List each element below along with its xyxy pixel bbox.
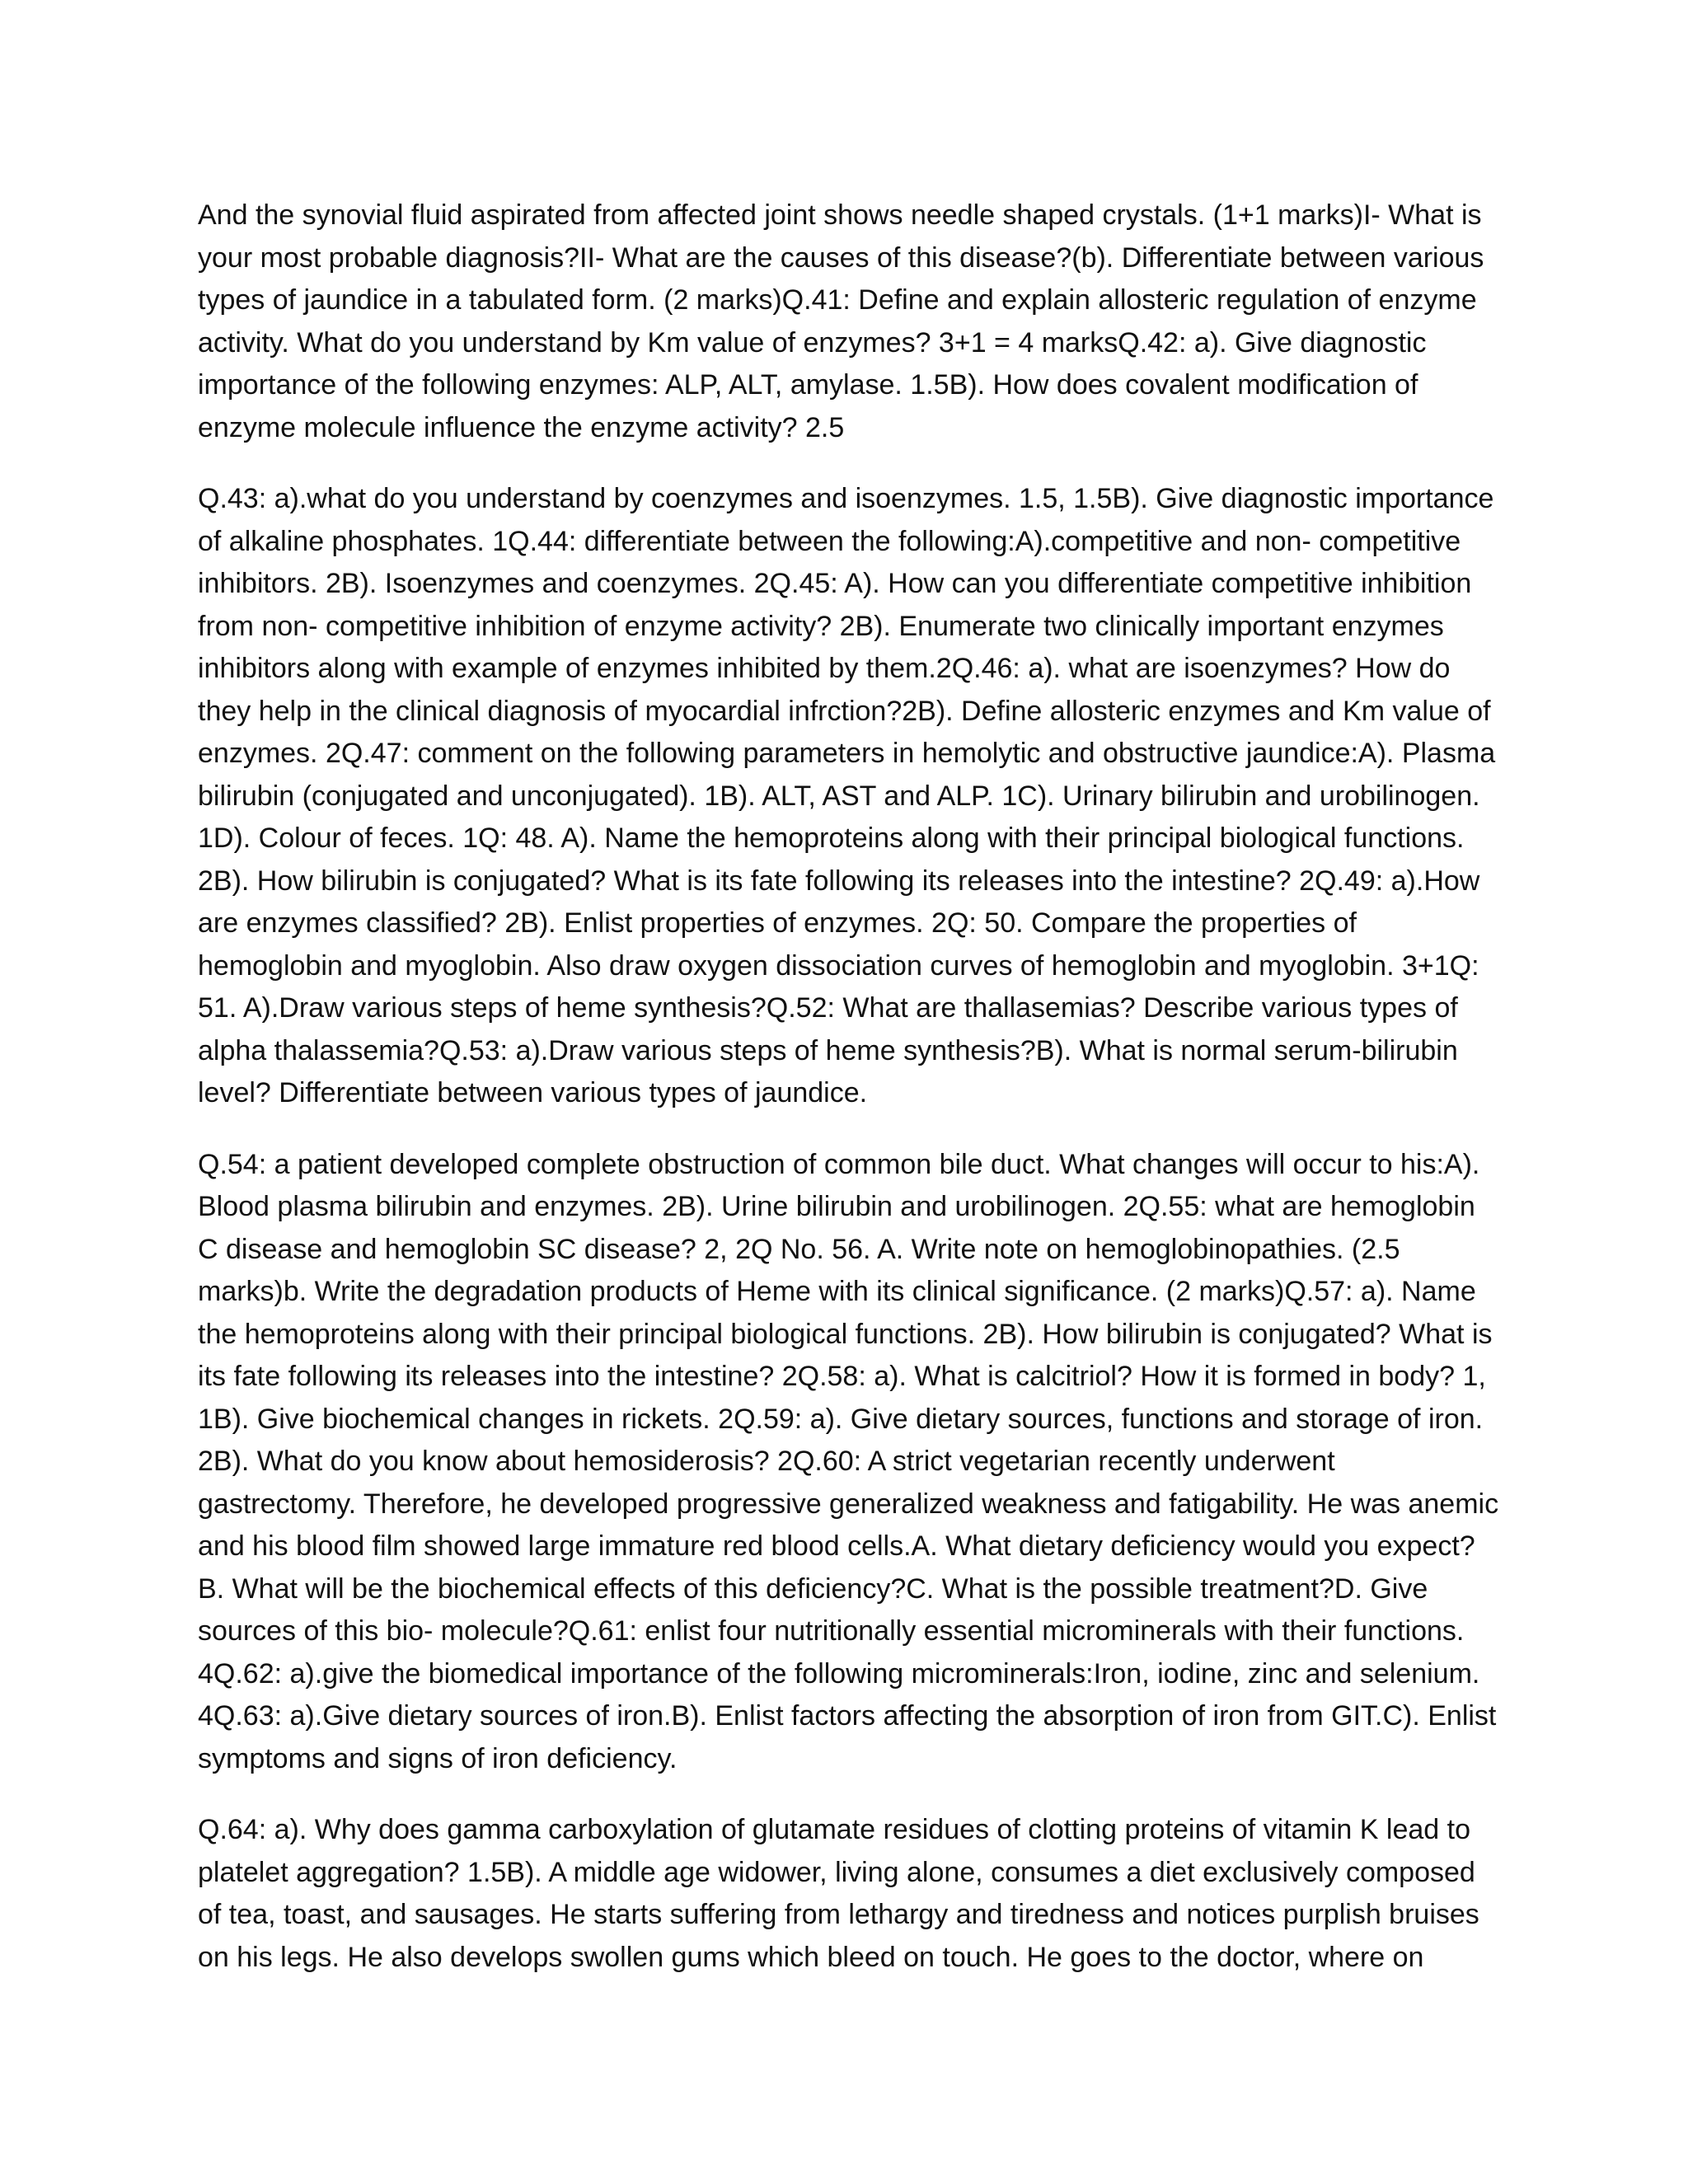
paragraph-1: And the synovial fluid aspirated from affected joint shows needle shaped crystals. (1+1 marks)I- What is your most probable diagnosis?II- What are the causes of this disease?(b). Differentiate between various types of jaundice in a tabulated form. (2 marks)Q.41: Define and explain allosteric regulation of enzyme activity. What do you understand by Km value of enzymes? 3+1 = 4 marksQ.42: a). Give diagnostic importance of the following enzymes: ALP, ALT, amylase. 1.5B). How does covalent modification of enzyme molecule influence the enzyme activity? 2.5 <box>198 199 1484 443</box>
paragraph-2: Q.43: a).what do you understand by coenzymes and isoenzymes. 1.5, 1.5B). Give diagnostic importance of alkaline phosphates. 1Q.44: differentiate between the following:A).competitive and non- competitive inhibitors. 2B). Isoenzymes and coenzymes. 2Q.45: A). How can you differentiate competitive inhibition from non- competitive inhibition of enzyme activity? 2B). Enumerate two clinically important enzymes inhibitors along with example of enzymes inhibited by them.2Q.46: a). what are isoenzymes? How do they help in the clinical diagnosis of myocardial infrction?2B). Define allosteric enzymes and Km value of enzymes. 2Q.47: comment on the following parameters in hemolytic and obstructive jaundice:A). Plasma bilirubin (conjugated and unconjugated). 1B). ALT, AST and ALP. 1C). Urinary bilirubin and urobilinogen. 1D). Colour of feces. 1Q: 48. A). Name the hemoproteins along with their principal biological functions. 2B). How bilirubin is conjugated? What is its fate following its releases into the intestine? 2Q.49: a).How are enzymes classified? 2B). Enlist properties of enzymes. 2Q: 50. Compare the properties of hemoglobin and myoglobin. Also draw oxygen dissociation curves of hemoglobin and myoglobin. 3+1Q: 51. A).Draw various steps of heme synthesis?Q.52: What are thallasemias? Describe various types of alpha thalassemia?Q.53: a).Draw various steps of heme synthesis?B). What is normal serum-bilirubin level? Differentiate between various types of jaundice. <box>198 483 1496 1108</box>
paragraph-4: Q.64: a). Why does gamma carboxylation of glutamate residues of clotting proteins of vitamin K lead to platelet aggregation? 1.5B). A middle age widower, living alone, consumes a diet exclusively composed of tea, toast, and sausages. He starts suffering from lethargy and tiredness and notices purplish bruises on his legs. He also develops swollen gums which bleed on touch. He goes to the doctor, where on <box>198 1814 1479 1973</box>
document-page <box>198 194 1500 2008</box>
paragraph-3: Q.54: a patient developed complete obstruction of common bile duct. What changes will occur to his:A). Blood plasma bilirubin and enzymes. 2B). Urine bilirubin and urobilinogen. 2Q.55: what are hemoglobin C disease and hemoglobin SC disease? 2, 2Q No. 56. A. Write note on hemoglobinopathies. (2.5 marks)b. Write the degradation products of Heme with its clinical significance. (2 marks)Q.57: a). Name the hemoproteins along with their principal biological functions. 2B). How bilirubin is conjugated? What is its fate following its releases into the intestine? 2Q.58: a). What is calcitriol? How it is formed in body? 1, 1B). Give biochemical changes in rickets. 2Q.59: a). Give dietary sources, functions and storage of iron. 2B). What do you know about hemosiderosis? 2Q.60: A strict vegetarian recently underwent gastrectomy. Therefore, he developed progressive generalized weakness and fatigability. He was anemic and his blood film showed large immature red blood cells.A. What dietary deficiency would you expect? B. What will be the biochemical effects of this deficiency?C. What is the possible treatment?D. Give sources of this bio- molecule?Q.61: enlist four nutritionally essential microminerals with their functions. 4Q.62: a).give the biomedical importance of the following microminerals:Iron, iodine, zinc and selenium. 4Q.63: a).Give dietary sources of iron.B). Enlist factors affecting the absorption of iron from GIT.C). Enlist symptoms and signs of iron deficiency. <box>198 1148 1499 1774</box>
